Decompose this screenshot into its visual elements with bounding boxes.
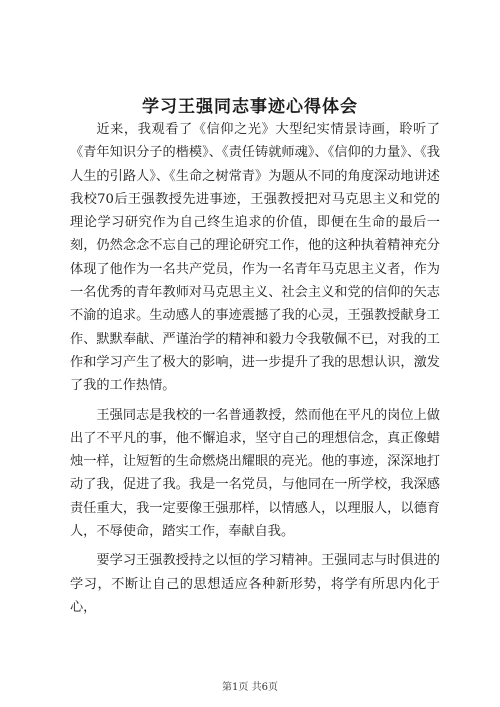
- paragraph-2: 王强同志是我校的一名普通教授，然而他在平凡的岗位上做出了不平凡的事，他不懈追求，坚守自己的理想信念，真正像蜡烛一样，让短暂的生命燃烧出耀眼的亮光。他的事迹，深深地打动了我，促进了我。我是一名党员，与他同在一所学校，我深感责任重大，我一定要像王强那样，以情感人，以理服人，以德育人，不辱使命，踏实工作，奉献自我。: [70, 407, 440, 540]
- paragraph-3: 要学习王强教授持之以恒的学习精神。王强同志与时俱进的学习，不断让自己的思想适应各种新形势，将学有所思内化于心，: [70, 553, 440, 615]
- document-body: [70, 118, 440, 625]
- document-title: 学习王强同志事迹心得体会: [142, 97, 358, 117]
- paragraph-1: 近来，我观看了《信仰之光》大型纪实情景诗画，聆听了《青年知识分子的楷模》、《责任铸就师魂》、《信仰的力量》、《我人生的引路人》、《生命之树常青》为题从不同的角度深动地讲述我校70后王强教授先进事迹，王强教授把对马克思主义和党的理论学习研究作为自己终生追求的价值，即便在生命的最后一刻，仍然念念不忘自己的理论研究工作，他的这种执着精神充分体现了他作为一名共产党员，作为一名青年马克思主义者，作为一名优秀的青年教师对马克思主义、社会主义和党的信仰的矢志不渝的追求。生动感人的事迹震撼了我的心灵，王强教授献身工作、默默奉献、严谨治学的精神和毅力令我敬佩不已，对我的工作和学习产生了极大的影响，进一步提升了我的思想认识，激发了我的工作热情。: [70, 122, 440, 394]
- page-footer: 第1页 共6页: [222, 682, 278, 693]
